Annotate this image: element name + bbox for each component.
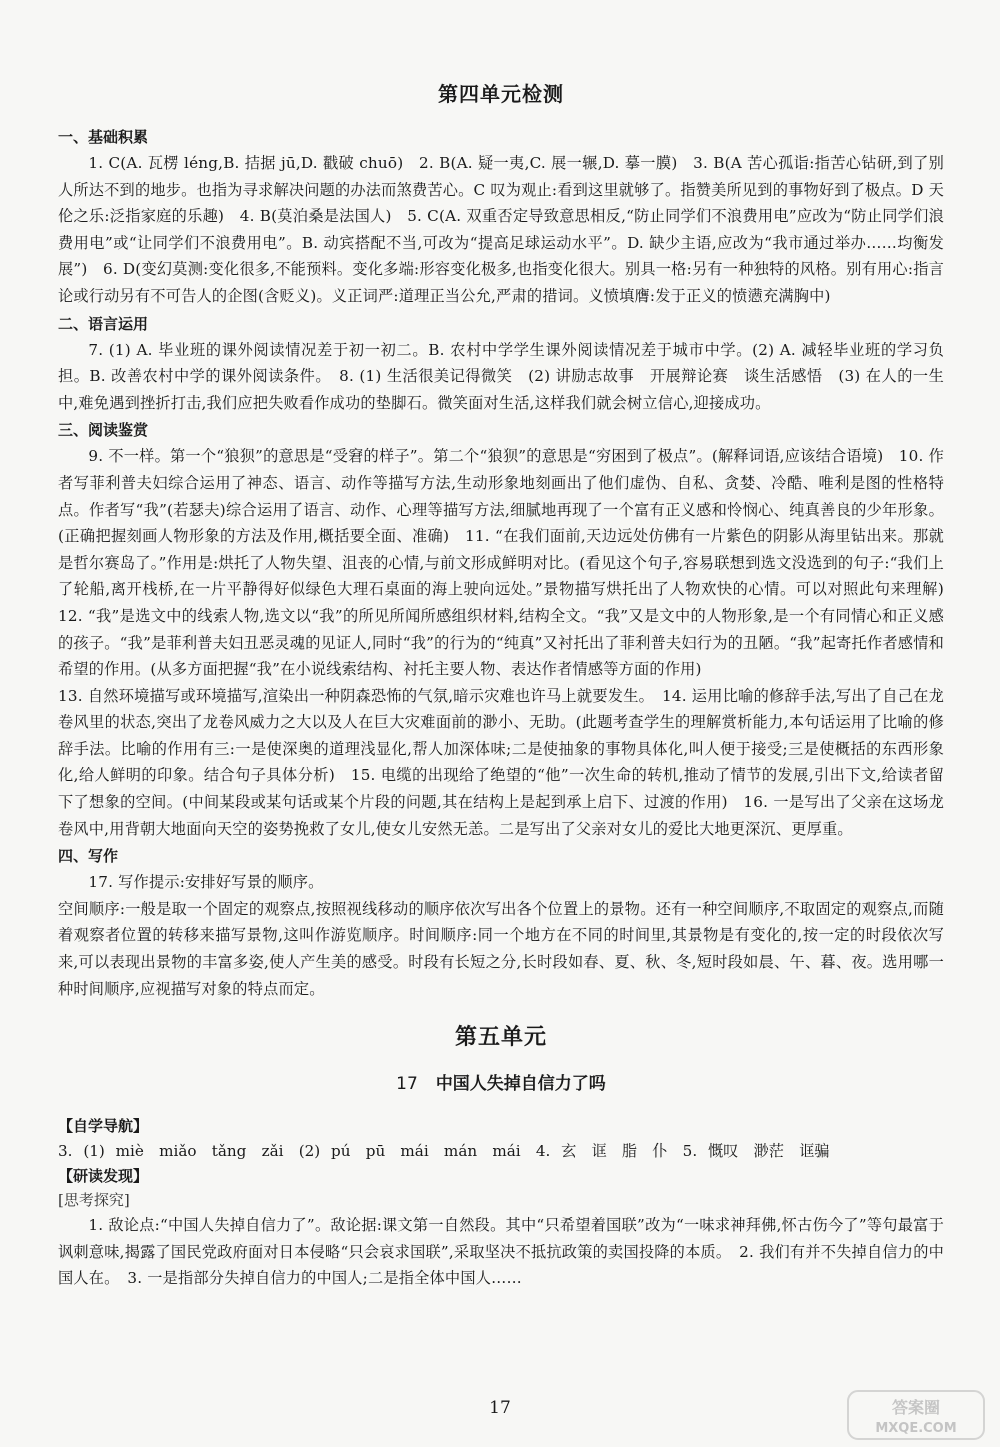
section-basic-heading: 一、基础积累 <box>58 128 149 146</box>
section-writing-tip: 17. 写作提示:安排好写景的顺序。 <box>88 873 324 892</box>
section-reading-heading: 三、阅读鉴赏 <box>58 421 149 440</box>
svg-text:MXQE.COM: MXQE.COM <box>875 1421 957 1436</box>
self-study-answers: 3. (1) miè miǎo tǎng zǎi (2) pú pū mái mán mái 4. 玄 诓 脂 仆 5. 慨叹 渺茫 诓骗 <box>58 1142 830 1161</box>
unit4-title: 第四单元检测 <box>438 82 564 106</box>
think-explore-answers: 1. 敌论点:“中国人失掉自信力了”。敌论据:课文第一自然段。其中“只希望着国联”改为“一味求神拜佛,怀古伤今了”等句最富于讽刺意味,揭露了国民党政府面对日本侵略“只会哀求国联”,采取坚决不抵抗政策的卖国投降的本质。 2. 我们有并不失掉自信力的中国人在。 3. 一是指部分失掉自信力的中国人;二是指全体中国人…… <box>58 1216 944 1288</box>
section-reading-answers-2: 13. 自然环境描写或环境描写,渲染出一种阴森恐怖的气氛,暗示灾难也许马上就要发生。 14. 运用比喻的修辞手法,写出了自己在龙卷风里的状态,突出了龙卷风威力之大以及人在巨大灾难面前的渺小、无助。(此题考查学生的理解赏析能力,本句话运用了比喻的修辞手法。比喻的作用有三:一是使深奥的道理浅显化,帮人加深体味;二是使抽象的事物具体化,叫人便于接受;三是使概括的东西形象化,给人鲜明的印象。结合句子具体分析) 15. 电缆的出现给了绝望的“他”一次生命的转机,推动了情节的发展,引出下文,给读者留下了想象的空间。(中间某段或某句话或某个片段的问题,其在结构上是起到承上启下、过渡的作用) 16. 一是写出了父亲在这场龙卷风中,用背朝大地面向天空的姿势挽救了女儿,使女儿安然无恙。二是写出了父亲对女儿的爱比大地更深沉、更厚重。 <box>58 686 944 838</box>
section-writing-body: 空间顺序:一般是取一个固定的观察点,按照视线移动的顺序依次写出各个位置上的景物。还有一种空间顺序,不取固定的观察点,而随着观察者位置的转移来描写景物,这叫作游览顺序。时间顺序:同一个地方在不同的时间里,其景物是有变化的,按一定的时段依次写来,可以表现出景物的丰富多姿,使人产生美的感受。时段有长短之分,长时段如春、夏、秋、冬,短时段如晨、午、暮、夜。选用哪一种时间顺序,应视描写对象的特点而定。 <box>58 899 944 998</box>
lesson-title <box>58 1069 944 1094</box>
lesson-number: 17 <box>396 1074 418 1095</box>
think-explore-heading: [思考探究] <box>58 1191 130 1210</box>
lesson-title-text: 中国人失掉自信力了吗 <box>435 1074 606 1095</box>
section-writing-heading: 四、写作 <box>58 847 119 866</box>
page-number: 17 <box>489 1398 511 1418</box>
svg-text:答案圈: 答案圈 <box>891 1398 941 1417</box>
section-reading-answers: 9. 不一样。第一个“狼狈”的意思是“受窘的样子”。第二个“狼狈”的意思是“穷困到了极点”。(解释词语,应该结合语境) 10. 作者写菲利普夫妇综合运用了神态、语言、动作等描写方法,生动形象地刻画出了他们虚伪、自私、贪婪、冷酷、唯利是图的性格特点。作者写“我”(若瑟夫)综合运用了语言、动作、心理等描写方法,细腻地再现了一个富有正义感和怜悯心、纯真善良的少年形象。(正确把握刻画人物形象的方法及作用,概括要全面、准确) 11. “在我们面前,天边远处仿佛有一片紫色的阴影从海里钻出来。那就是哲尔赛岛了。”作用是:烘托了人物失望、沮丧的心情,与前文形成鲜明对比。(看见这个句子,容易联想到选文没选到的句子:“我们上了轮船,离开栈桥,在一片平静得好似绿色大理石桌面的海上驶向远处。”景物描写烘托出了人物欢快的心情。可以对照此句来理解) 12. “我”是选文中的线索人物,选文以“我”的所见所闻所感组织材料,结构全文。“我”又是文中的人物形象,是一个有同情心和正义感的孩子。“我”是菲利普夫妇丑恶灵魂的见证人,同时“我”的行为的“纯真”又衬托出了菲利普夫妇行为的丑陋。“我”起寄托作者感情和希望的作用。(从多方面把握“我”在小说线索结构、衬托主要人物、表达作者情感等方面的作用) <box>58 447 960 679</box>
unit5-title: 第五单元 <box>454 1025 547 1051</box>
section-basic-answers: 1. C(A. 瓦楞 léng,B. 拮据 jū,D. 戳破 chuō) 2. B(A. 疑一夷,C. 展一辗,D. 摹一膜) 3. B(A 苦心孤诣:指苦心钻研,到了别人所达不到的地步。也指为寻求解决问题的办法而煞费苦心。C 叹为观止:看到这里就够了。指赞美所见到的事物好到了极点。D 天伦之乐:泛指家庭的乐趣) 4. B(莫泊桑是法国人) 5. C(A. 双重否定导致意思相反,“防止同学们不浪费用电”应改为“防止同学们浪费用电”或“让同学们不浪费用电”。B. 动宾搭配不当,可改为“提高足球运动水平”。D. 缺少主语,应改为“我市通过举办……均衡发展”) 6. D(变幻莫测:变化很多,不能预料。变化多端:形容变化极多,也指变化很大。别具一格:另有一种独特的风格。别有用心:指言论或行动另有不可告人的企图(含贬义)。义正词严:道理正当公允,严肃的措词。义愤填膺:发于正义的愤懑充满胸中) <box>58 154 944 305</box>
section-language-answers: 7. (1) A. 毕业班的课外阅读情况差于初一初二。B. 农村中学学生课外阅读情况差于城市中学。(2) A. 减轻毕业班的学习负担。B. 改善农村中学的课外阅读条件。 8. (1) 生活很美记得微笑 (2) 讲励志故事 开展辩论赛 谈生活感悟 (3) 在人的一生中,难免遇到挫折打击,我们应把失败看作成功的垫脚石。微笑面对生活,这样我们就会树立信心,迎接成功。 <box>58 340 944 412</box>
research-heading: 【研读发现】 <box>58 1167 149 1186</box>
section-language-heading: 二、语言运用 <box>58 314 149 333</box>
self-study-heading: 【自学导航】 <box>58 1117 149 1136</box>
page-content <box>58 78 960 1292</box>
watermark-logo <box>846 1389 986 1441</box>
